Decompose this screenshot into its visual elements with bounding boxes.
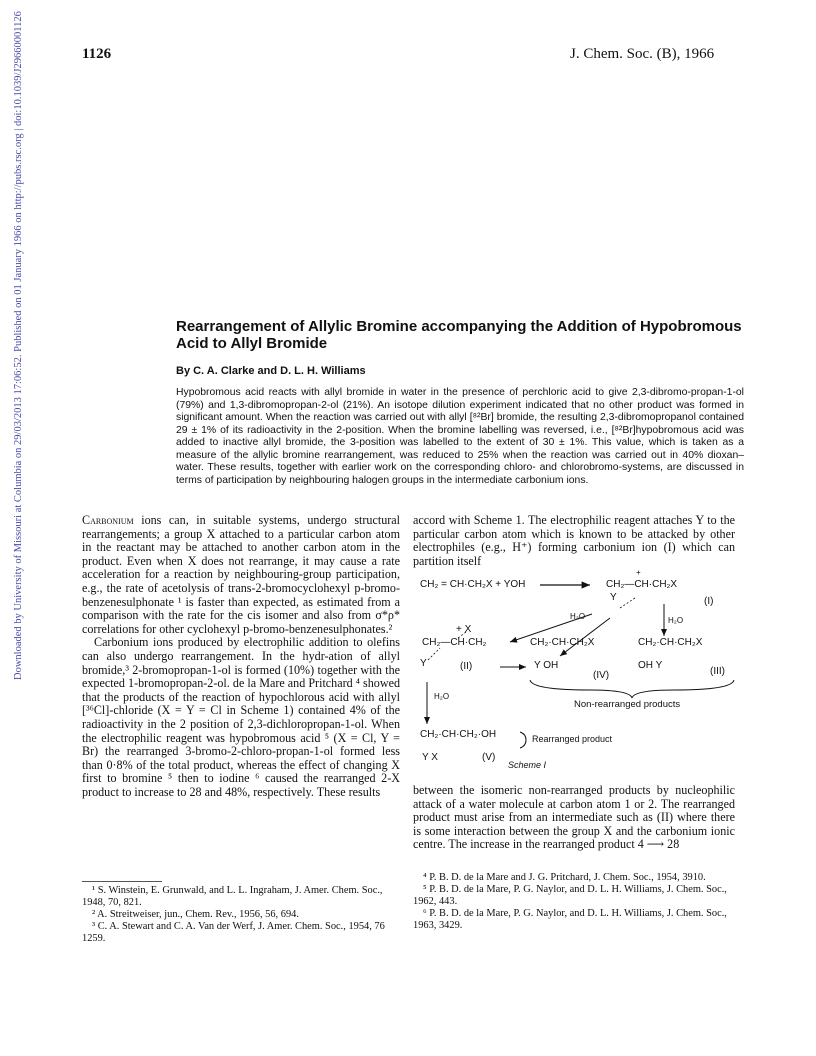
scheme-arrows [420, 574, 740, 774]
label-II: (II) [460, 661, 473, 672]
footnote-4: ⁴ P. B. D. de la Mare and J. G. Pritchard, J. Chem. Soc., 1954, 3910. [423, 872, 706, 883]
product-IV-sub: Y OH [534, 660, 559, 671]
paragraph-1-text: ions can, in suitable systems, undergo structural rearrangements; a group X attached to a particular carbon atom in the reactant may be attached to another carbon atom in the product. Even when X does not rearrange, it may cause a rate acceleration for a reaction by neighbouring-group participation, e.g., the rate of acetolysis of trans-2-bromocyclohexyl p-bromo-benzenesulphonate ¹ is faster than expected, as estimated from a comparison with the rate for the cis isomer and also from σ*ρ* correlations for other cyclohexyl p-bromo-benzenesulphonates.² [82, 513, 400, 636]
rearranged-brace [520, 732, 526, 748]
ion-I-y: Y [610, 592, 617, 603]
footnote-3: ³ C. A. Stewart and C. A. Van der Werf, J. Amer. Chem. Soc., 1954, 76 1259. [82, 921, 385, 944]
left-column [82, 514, 400, 799]
h2o-3: H₂O [434, 692, 450, 701]
ion-II: CH₂—CH·CH₂ [422, 637, 487, 648]
product-V-sub: Y X [422, 752, 438, 763]
footnote-2: ² A. Streitweiser, jun., Chem. Rev., 1956, 56, 694. [92, 909, 299, 920]
label-III: (III) [710, 666, 725, 677]
right-column-top [413, 514, 735, 568]
paragraph-2: Carbonium ions produced by electrophilic addition to olefins can also undergo rearrangement. In the hydr-ation of allyl bromide,³ 2-bromopropan-1-ol is formed (10%) together with the expected 1-bromopropan-2-ol. de la Mare and Pritchard ⁴ showed that the products of the reaction of hypochlorous acid with allyl [³⁶Cl]-chloride (X = Y = Cl in Scheme 1) contained 4% of the radioactivity in the 2 position of 2,3-dichloropropan-1-ol. When the electrophilic reagent was hypobromous acid ⁵ (X = Cl, Y = Br) the rearranged 3-bromo-2-chloro-propan-1-ol formed less than 0·8% of the total product, whereas the effect of changing X first to bromine ⁵ then to iodine ⁶ caused the rearranged 2-X product to increase to 28 and 48%, respectively. These results [82, 635, 400, 799]
h2o-2: H₂O [668, 616, 684, 625]
reaction-scheme [420, 568, 740, 774]
ion-II-top: + X [456, 624, 472, 635]
right-column-bottom [413, 784, 735, 852]
label-V: (V) [482, 752, 496, 763]
footnote-1: ¹ S. Winstein, E. Grunwald, and L. L. Ingraham, J. Amer. Chem. Soc., 1948, 70, 821. [82, 885, 383, 908]
ion-II-y: Y [420, 658, 427, 669]
download-sidebar [0, 11, 26, 680]
product-III: CH₂·CH·CH₂X [638, 637, 703, 648]
footnote-6: ⁶ P. B. D. de la Mare, P. G. Naylor, and D. L. H. Williams, J. Chem. Soc., 1963, 3429. [413, 908, 727, 931]
h2o-1: H₂O [570, 612, 586, 621]
non-rearranged-brace [530, 680, 734, 698]
journal-header: J. Chem. Soc. (B), 1966 [570, 46, 715, 62]
paragraph-1 [82, 514, 400, 636]
page-number: 1126 [82, 46, 112, 62]
download-notice[interactable]: Downloaded by University of Missouri at Columbia on 29/03/2013 17:06:52. Published on 01 January 1966 on http://pubs.rsc.org | doi:10.1039/J29660001126 [13, 11, 24, 680]
footnote-5: ⁵ P. B. D. de la Mare, P. G. Naylor, and D. L. H. Williams, J. Chem. Soc., 1962, 443. [413, 884, 727, 907]
rearranged-label: Rearranged product [532, 734, 613, 744]
dotted-bond-I [620, 598, 635, 608]
footnotes-right [413, 872, 735, 932]
article-abstract: Hypobromous acid reacts with allyl bromide in water in the presence of perchloric acid to give 2,3-dibromo-propan-1-ol (79%) and 1,3-dibromopropan-2-ol (21%). An isotope dilution experiment indicated that no other product was formed in significant amount. When the reaction was carried out with allyl [⁸²Br] bromide, the resulting 2,3-dibromopropanol contained 29 ± 1% of its radioactivity in the 2-position. When the bromine labelling was reversed, i.e., [⁸²Br]hypobromous acid was added to inactive allyl bromide, the 3-position was labelled to the extent of 30 ± 1%. This value, which is taken as a measure of the allylic bromine rearrangement, was reduced to 25% when the reaction was carried out in 40% dioxan–water. These results, together with earlier work on the corresponding chloro- and chlorobromo-systems, are discussed in terms of participation by neighbouring halogen groups in the intermediate carbonium ions. [176, 387, 744, 486]
dotted-bond-II [428, 648, 440, 660]
footnote-rule [82, 881, 162, 882]
footnotes-left [82, 885, 400, 945]
product-IV: CH₂·CH·CH₂X [530, 637, 595, 648]
label-IV: (IV) [593, 670, 610, 681]
ion-I: CH₂—CH·CH₂X [606, 579, 678, 590]
reactant: CH₂ = CH·CH₂X + YOH [420, 579, 526, 590]
label-I: (I) [704, 596, 714, 607]
paragraph-3: accord with Scheme 1. The electrophilic reagent attaches Y to the particular carbon atom which is known to be attacked by other electrophiles (e.g., H⁺) forming carbonium ion (I) which can partition itself [413, 513, 735, 568]
scheme-caption: Scheme I [508, 760, 547, 770]
ion-I-charge: + [636, 568, 641, 577]
product-III-sub: OH Y [638, 660, 663, 671]
article-title: Rearrangement of Allylic Bromine accompanying the Addition of Hypobromous Acid to Allyl Bromide [176, 318, 742, 352]
article-authors: By C. A. Clarke and D. L. H. Williams [176, 365, 366, 377]
paragraph-4: between the isomeric non-rearranged products by nucleophilic attack of a water molecule at carbon atom 1 or 2. The rearranged product must arise from an intermediate such as (II) where there is some interaction between the group X and the carbonium ionic centre. The increase in the rearranged product 4 ⟶ 28 [413, 783, 735, 852]
lead-word: Carbonium [82, 513, 134, 527]
product-V: CH₂·CH·CH₂·OH [420, 729, 497, 740]
non-rearranged-label: Non-rearranged products [574, 699, 681, 710]
